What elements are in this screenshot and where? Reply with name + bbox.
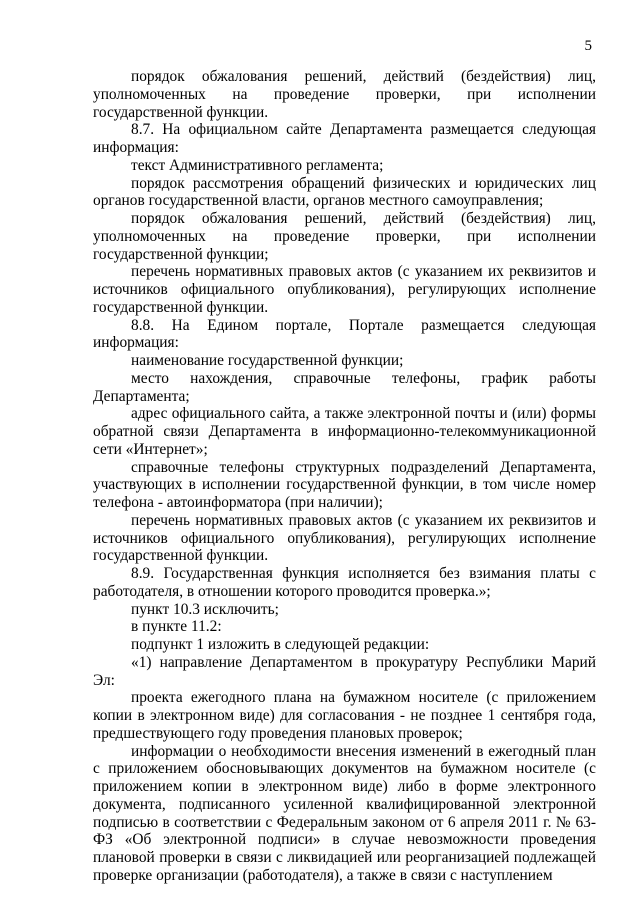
paragraph: 8.7. На официальном сайте Департамента размещается следующая информация: xyxy=(93,121,596,156)
paragraph: информации о необходимости внесения изменений в ежегодный план с приложением обосновывающих документов на бумажном носителе (с приложением копии в электронном виде) либо в форме электронного документа, подписанного усиленной квалифицированной электронной подписью в соответствии с Федеральным законом от 6 апреля 2011 г. № 63-ФЗ «Об электронной подписи» в случае невозможности проведения плановой проверки в связи с ликвидацией или реорганизацией подлежащей проверке организации (работодателя), а также в связи с наступлением xyxy=(93,742,596,884)
paragraph: место нахождения, справочные телефоны, график работы Департамента; xyxy=(93,369,596,405)
paragraph: проекта ежегодного плана на бумажном носителе (с приложением копии в электронном виде) для согласования - не позднее 1 сентября года, предшествующего году проведения плановых проверок; xyxy=(93,689,596,742)
paragraph: порядок обжалования решений, действий (бездействия) лиц, уполномоченных на проведение проверки, при исполнении государственной функции; xyxy=(93,210,596,263)
paragraph: «1) направление Департаментом в прокуратуру Республики Марий Эл: xyxy=(93,653,596,689)
paragraph: перечень нормативных правовых актов (с указанием их реквизитов и источников официального опубликования), регулирующих исполнение государственной функции. xyxy=(93,263,596,316)
paragraph: справочные телефоны структурных подразделений Департамента, участвующих в исполнении государственной функции, в том числе номер телефона - автоинформатора (при наличии); xyxy=(93,458,596,511)
paragraph: порядок обжалования решений, действий (бездействия) лиц, уполномоченных на проведение проверки, при исполнении государственной функции. xyxy=(93,68,596,121)
paragraph: перечень нормативных правовых актов (с указанием их реквизитов и источников официального опубликования), регулирующих исполнение государственной функции. xyxy=(93,511,596,565)
paragraph: 8.9. Государственная функция исполняется без взимания платы с работодателя, в отношении которого проводится проверка.»; xyxy=(93,565,596,600)
page-number: 5 xyxy=(584,38,592,54)
paragraph: наименование государственной функции; xyxy=(131,352,404,369)
paragraph: подпункт 1 изложить в следующей редакции: xyxy=(131,636,430,653)
paragraph: текст Административного регламента; xyxy=(131,156,384,174)
paragraph: 8.8. На Едином портале, Портале размещается следующая информация: xyxy=(93,316,596,352)
paragraph: пункт 10.3 исключить; xyxy=(131,600,279,618)
paragraph: порядок рассмотрения обращений физических и юридических лиц органов государственной власти, органов местного самоуправления; xyxy=(93,174,596,210)
paragraph: в пункте 11.2: xyxy=(131,618,222,636)
paragraph: адрес официального сайта, а также электронной почты и (или) формы обратной связи Департамента в информационно-телекоммуникационной сети «Интернет»; xyxy=(93,405,596,458)
document-body xyxy=(93,68,596,885)
